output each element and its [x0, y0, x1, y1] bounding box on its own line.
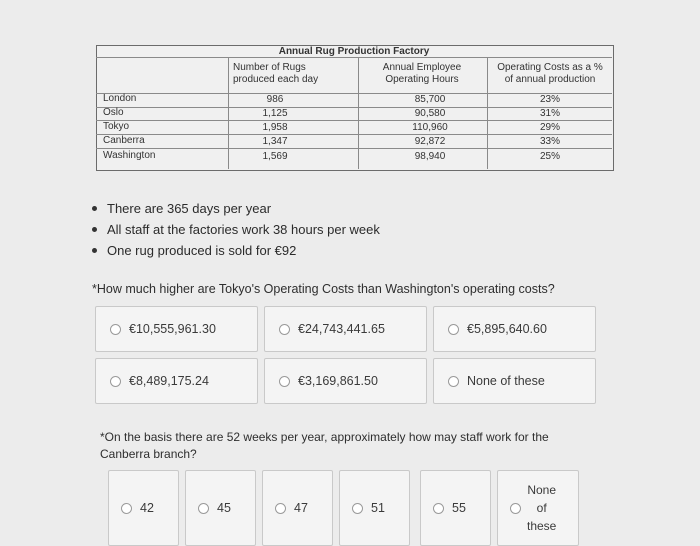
row-rugs: 1,125	[262, 108, 288, 119]
q1-option[interactable]: None of these	[433, 358, 596, 404]
radio-icon[interactable]	[510, 503, 521, 514]
none-of-these-label: None of these	[527, 483, 557, 533]
bullet-icon	[92, 227, 97, 232]
row-cost: 33%	[539, 136, 560, 147]
table-divider	[96, 148, 612, 149]
table-title: Annual Rug Production Factory	[278, 46, 430, 57]
radio-icon[interactable]	[279, 376, 290, 387]
bullet-item: One rug produced is sold for €92	[92, 240, 380, 261]
header-costs: Operating Costs as a % of annual production	[497, 62, 603, 85]
table-divider	[96, 57, 612, 58]
q2-option[interactable]: 55	[420, 470, 491, 546]
radio-icon[interactable]	[279, 324, 290, 335]
radio-icon[interactable]	[352, 503, 363, 514]
bullet-icon	[92, 248, 97, 253]
q1-option[interactable]: €3,169,861.50	[264, 358, 427, 404]
header-rugs: Number of Rugs produced each day	[233, 62, 319, 85]
q2-option[interactable]: 42	[108, 470, 179, 546]
row-cost: 25%	[539, 151, 560, 162]
row-cost: 23%	[539, 94, 560, 105]
table-divider	[228, 57, 229, 169]
table-divider	[96, 120, 612, 121]
q2-option[interactable]: 45	[185, 470, 256, 546]
row-city: London	[103, 93, 137, 104]
header-hours: Annual Employee Operating Hours	[382, 62, 462, 85]
row-rugs: 1,958	[262, 122, 288, 133]
row-hours: 92,872	[414, 136, 446, 147]
q2-option[interactable]: 51	[339, 470, 410, 546]
radio-icon[interactable]	[275, 503, 286, 514]
q1-option[interactable]: €8,489,175.24	[95, 358, 258, 404]
row-city: Tokyo	[103, 121, 130, 132]
row-city: Oslo	[103, 107, 124, 118]
row-rugs: 1,347	[262, 136, 288, 147]
row-hours: 98,940	[414, 151, 446, 162]
question-1-text: *How much higher are Tokyo's Operating Costs than Washington's operating costs?	[92, 282, 555, 296]
info-bullets	[92, 198, 380, 261]
radio-icon[interactable]	[433, 503, 444, 514]
q1-option[interactable]: €5,895,640.60	[433, 306, 596, 352]
row-rugs: 1,569	[262, 151, 288, 162]
row-city: Washington	[103, 150, 156, 161]
row-rugs: 986	[266, 94, 284, 105]
table-divider	[96, 134, 612, 135]
question-2-text: *On the basis there are 52 weeks per year, approximately how may staff work for the Canberra branch?	[100, 430, 549, 461]
row-hours: 85,700	[414, 94, 446, 105]
row-hours: 110,960	[412, 122, 448, 133]
row-cost: 29%	[539, 122, 560, 133]
radio-icon[interactable]	[448, 324, 459, 335]
q1-option[interactable]: €24,743,441.65	[264, 306, 427, 352]
table-divider	[358, 57, 359, 169]
radio-icon[interactable]	[110, 324, 121, 335]
bullet-item: All staff at the factories work 38 hours per week	[92, 219, 380, 240]
radio-icon[interactable]	[121, 503, 132, 514]
q1-option[interactable]: €10,555,961.30	[95, 306, 258, 352]
row-cost: 31%	[539, 108, 560, 119]
q2-option-none[interactable]	[497, 470, 579, 546]
radio-icon[interactable]	[198, 503, 209, 514]
row-hours: 90,580	[414, 108, 446, 119]
q2-option[interactable]: 47	[262, 470, 333, 546]
row-city: Canberra	[103, 135, 145, 146]
radio-icon[interactable]	[110, 376, 121, 387]
bullet-icon	[92, 206, 97, 211]
bullet-item: There are 365 days per year	[92, 198, 380, 219]
table-divider	[487, 57, 488, 169]
radio-icon[interactable]	[448, 376, 459, 387]
